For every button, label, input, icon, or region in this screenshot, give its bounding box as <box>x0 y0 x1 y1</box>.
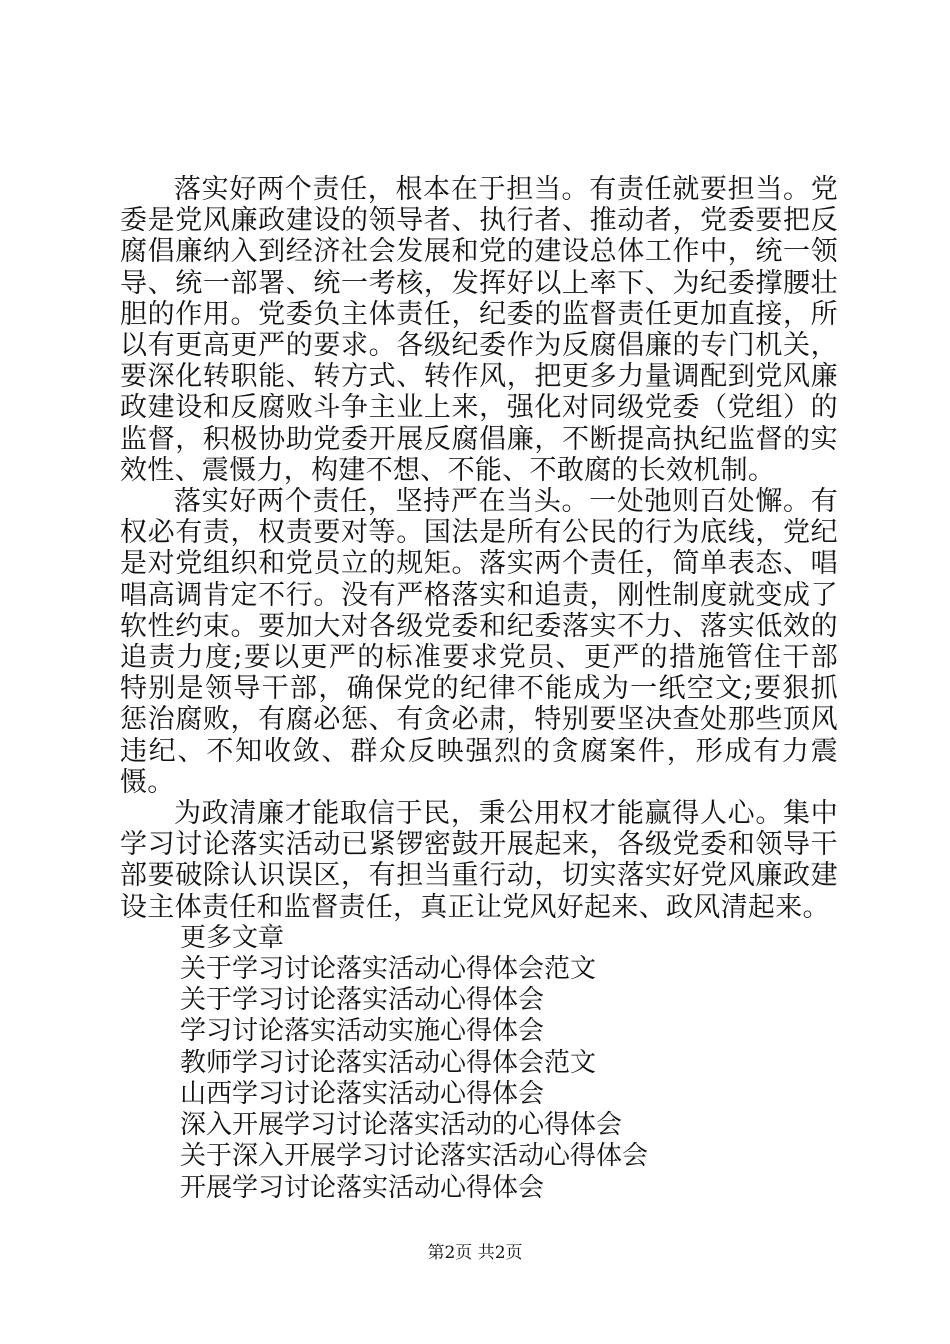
more-article-link[interactable]: 关于深入开展学习讨论落实活动心得体会 <box>180 1141 649 1172</box>
more-articles-list <box>120 954 838 1204</box>
more-article-link[interactable]: 学习讨论落实活动实施心得体会 <box>180 1016 545 1047</box>
page-number-footer: 第2页 共2页 <box>427 1243 523 1263</box>
more-article-link[interactable]: 山西学习讨论落实活动心得体会 <box>180 1078 545 1109</box>
more-article-link[interactable]: 开展学习讨论落实活动心得体会 <box>180 1172 545 1203</box>
more-article-link[interactable]: 深入开展学习讨论落实活动的心得体会 <box>180 1110 623 1141</box>
paragraph-2: 落实好两个责任，坚持严在当头。一处弛则百处懈。有权必有责，权责要对等。国法是所有公民的行为底线，党纪是对党组织和党员立的规矩。落实两个责任，简单表态、唱唱高调肯定不行。没有严格落实和追责，刚性制度就变成了软性约束。要加大对各级党委和纪委落实不力、落实低效的追责力度;要以更严的标准要求党员、更严的措施管住干部特别是领导干部，确保党的纪律不能成为一纸空文;要狠抓惩治腐败，有腐必惩、有贪必肃，特别要坚决查处那些顶风违纪、不知收敛、群众反映强烈的贪腐案件，形成有力震慑。 <box>120 486 838 798</box>
more-article-link[interactable]: 关于学习讨论落实活动心得体会 <box>180 985 545 1016</box>
more-article-link[interactable]: 教师学习讨论落实活动心得体会范文 <box>180 1047 597 1078</box>
document-body <box>120 174 838 1204</box>
more-article-link[interactable]: 关于学习讨论落实活动心得体会范文 <box>180 954 597 985</box>
paragraph-1: 落实好两个责任，根本在于担当。有责任就要担当。党委是党风廉政建设的领导者、执行者、推动者，党委要把反腐倡廉纳入到经济社会发展和党的建设总体工作中，统一领导、统一部署、统一考核，发挥好以上率下、为纪委撑腰壮胆的作用。党委负主体责任，纪委的监督责任更加直接，所以有更高更严的要求。各级纪委作为反腐倡廉的专门机关，要深化转职能、转方式、转作风，把更多力量调配到党风廉政建设和反腐败斗争主业上来，强化对同级党委（党组）的监督，积极协助党委开展反腐倡廉，不断提高执纪监督的实效性、震慑力，构建不想、不能、不敢腐的长效机制。 <box>120 174 838 486</box>
paragraph-3: 为政清廉才能取信于民，秉公用权才能赢得人心。集中学习讨论落实活动已紧锣密鼓开展起来，各级党委和领导干部要破除认识误区，有担当重行动，切实落实好党风廉政建设主体责任和监督责任，真正让党风好起来、政风清起来。 <box>120 798 838 923</box>
more-articles-heading: 更多文章 <box>180 922 285 953</box>
